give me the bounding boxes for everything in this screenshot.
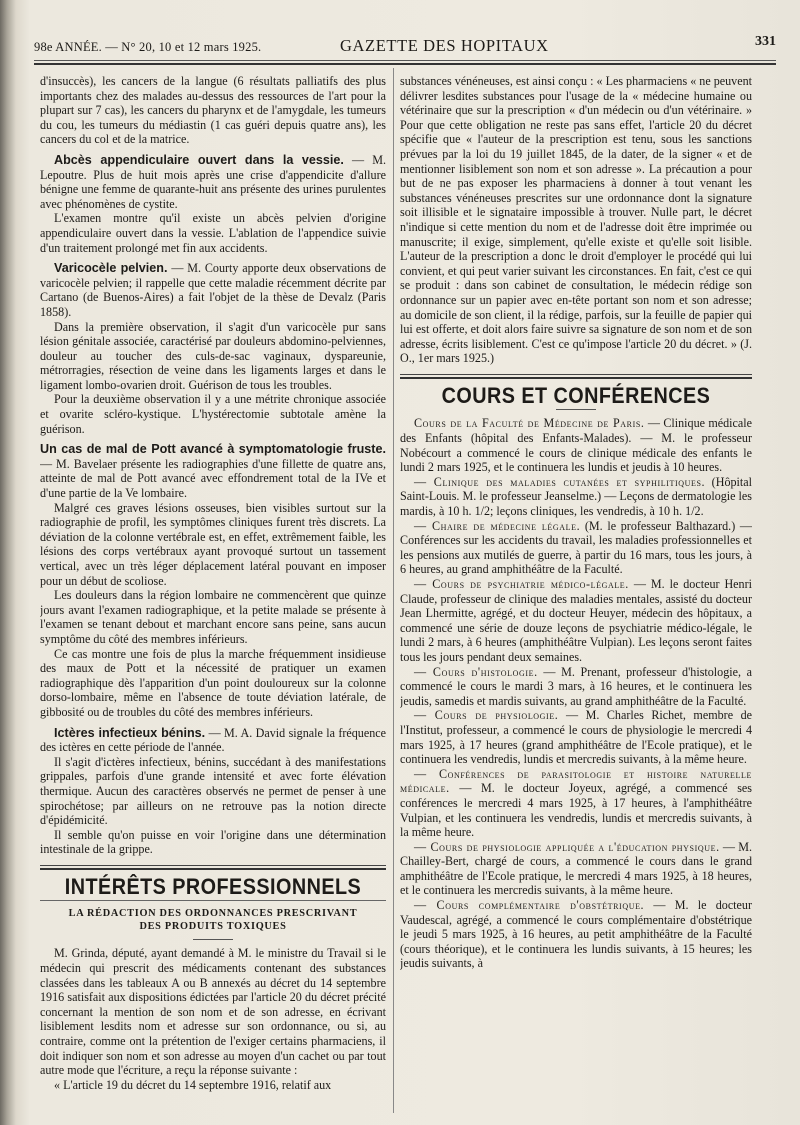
course-heading: — Conférences de parasitologie et histoire naturelle médicale. <box>400 766 752 796</box>
paragraph: — M. Lepoutre. Plus de huit mois après une crise d'appendicite d'allure bénigne une femme de quarante-huit ans présente des urines purulentes avec phénomènes de cystite. <box>40 152 386 211</box>
section-abces <box>40 153 386 255</box>
paragraph: Les douleurs dans la région lombaire ne commencèrent que quinze jours avant l'examen radiographique, et la petite malade se présente à l'examen se tenant debout et marchant encore sans peine, sans aucun symptôme du côté des membres inférieurs. <box>40 588 386 646</box>
section-rule <box>400 374 752 379</box>
paragraph: Ce cas montre une fois de plus la marche fréquemment insidieuse des maux de Pott et la nécessité de pratiquer un examen radiographique dès l'apparition d'un point douloureux sur la colonne dorso-lombaire, même en l'absence de toute déviation latérale, de gibbosité ou de troubles du côté des membres inférieurs. <box>40 646 386 719</box>
subheading-line: LA RÉDACTION DES ORDONNANCES PRESCRIVANT <box>68 908 358 920</box>
course-item <box>400 577 752 665</box>
course-item <box>400 898 752 971</box>
header-rule-thick <box>34 63 776 65</box>
paragraph: Dans la première observation, il s'agit d'un varicocèle pur sans lésion génitale associée, caractérisé par douleurs abdomino-pelviennes, douleur au toucher des culs-de-sac vaginaux, dyspareunie, métrorragies, résection de veine dans les ligaments larges et dans le ligament lombo-ovarien droit. Guérison de tous les troubles. <box>40 319 386 392</box>
paragraph: Malgré ces graves lésions osseuses, bien visibles surtout sur la radiographie de profil, les symptômes cliniques furent très discrets. La déviation de la colonne vertébrale est, en effet, extrêmement faible, les lésions des corps vertébraux ayant provoqué surtout un tassement vertical, avec un très léger déplacement latéral pouvant en imposer pour un début de scoliose. <box>40 500 386 588</box>
course-heading: — Clinique des maladies cutanées et syphilitiques. <box>414 474 706 489</box>
course-text: — M. le docteur Henri Claude, professeur de clinique des maladies mentales, assisté du docteur Jean Lhermitte, agrégé, et du docteur Heuyer, médecin des hôpitaux, a commencé une série de douze leçons de psychiatrie médico-légale, le lundi 2 mars, à 6 heures (amphithéâtre Vulpian). Les leçons seront faites tous les jours pendant deux semaines. <box>400 577 752 664</box>
continued-paragraph: substances vénéneuses, est ainsi conçu : « Les pharmaciens « ne peuvent délivrer lesdites substances pour l'usage de la « médecine humaine ou vétérinaire que sur la prescription « d'un médecin ou d'un vétérinaire. » Pour que cette obligation ne reste pas sans effet, l'article 20 du décret spécifie que « l'auteur de la prescription est tenu, sous les sanctions prévues par la loi du 19 juillet 1845, de la dater, de la signer « et de mentionner lisiblement son nom et son adresse ». La précaution a pour but de ne pas exposer les pharmaciens à donner à tout venant les substances vénéneuses prescrites sur une ordonnance dont la signature soit illisible et le signataire impossible à trouver. Nulle part, le décret n'indique si cette mention du nom et de l'adresse doit être imprimée ou manuscrite; il exige, simplement, qu'elle existe et qu'elle soit lisible. L'auteur de la prescription a donc le droit d'employer le procédé qui lui convient, et qui peut varier suivant les circonstances. En fait, c'est ce qui se produit : dans son cabinet de consultation, le médecin rédige son ordonnance sur un papier avec en-tête portant son nom et son adresse; au domicile de son client, il la rédige, parfois, sur la feuille de papier qui lui est offerte, et doit alors faire suivre sa signature de son nom et de son adresse, écrits lisiblement. C'est ce qu'impose l'article 20 du décret. » (J. O., 1er mars 1925.) <box>400 74 752 366</box>
section-icteres <box>40 726 386 857</box>
section-rule <box>40 865 386 870</box>
course-text: (M. le professeur Balthazard.) — Conférences sur les accidents du travail, les maladies professionnelles et les pensions aux mutilés de guerre, à partir du 16 mars, tous les jours, à 6 heures, au grand amphithéâtre de la Faculté. <box>400 518 752 577</box>
course-text: — M. Chailley-Bert, chargé de cours, a commencé le cours dans le grand amphithéâtre de l'Ecole pratique, le mercredi 4 mars 1925, à 18 heures, et le continuera les mercredis suivants, à la même heure. <box>400 839 752 898</box>
course-heading: Cours de la Faculté de Médecine de Paris. <box>414 416 645 431</box>
paragraph: — M. Courty apporte deux observations de varicocèle pelvien; il rappelle que cette maladie récemment décrite par Cartano (de Buenos-Aires) a fait l'objet de la thèse de Devalz (Paris 1858). <box>40 261 386 319</box>
cours-heading: COURS ET CONFÉRENCES <box>441 382 711 408</box>
journal-title: GAZETTE DES HOPITAUX <box>340 36 549 55</box>
paragraph: M. Grinda, député, ayant demandé à M. le ministre du Travail si le médecin qui prescrit des médicaments contenant des substances classées dans les tableaux A ou B annexés au décret du 14 septembre 1916 satisfait aux dispositions édictées par l'article 20 du décret précité concernant la mention de son nom et de son adresse, en écrivant lisiblement lesdits nom et adresse sur son ordonnance, ou si, au contraire, comme ont la prétention de l'exiger certains pharmaciens, il doit indiquer son nom et son adresse au moyen d'un cachet ou par tout autre mode que l'écriture, a reçu la réponse suivante : <box>40 946 386 1078</box>
course-text: (Hôpital Saint-Louis. M. le professeur Jeanselme.) — Leçons de dermatologie les mardis, à 10 h. 1/2; leçons cliniques, les vendredis, à 10 h. 1/2. <box>400 474 752 519</box>
short-rule <box>556 409 596 410</box>
heading-rule <box>40 900 386 901</box>
course-heading: — Cours complémentaire d'obstétrique. <box>414 898 645 913</box>
course-heading: — Cours de physiologie. <box>414 708 559 723</box>
section-title: Abcès appendiculaire ouvert dans la vessie. <box>54 152 344 167</box>
section-title: Varicocèle pelvien. <box>54 261 168 276</box>
course-heading: — Cours de psychiatrie médico-légale. <box>414 577 629 591</box>
paragraph: — M. A. David signale la fréquence des ictères en cette période de l'année. <box>40 725 386 755</box>
course-item <box>400 475 752 519</box>
paragraph: Pour la deuxième observation il y a une métrite chronique associée et ovarite scléro-kystique. L'hystérectomie subtotale amène la guérison. <box>40 392 386 436</box>
course-item <box>400 708 752 766</box>
page-number: 331 <box>755 34 776 49</box>
course-text: — M. Charles Richet, membre de l'Institut, professeur, a commencé le cours de physiologie le mercredi 4 mars 1925, à 17 heures (grand amphithéâtre de l'Ecole pratique), et le continuera les vendredis, lundis et mercredis suivants, à la même heure. <box>400 708 752 767</box>
paragraph: Il semble qu'on puisse en voir l'origine dans une détermination intestinale de la grippe. <box>40 827 386 857</box>
section-varicocele <box>40 261 386 436</box>
interets-heading: INTÉRÊTS PROFESSIONNELS <box>64 873 362 899</box>
issue-info: 98e ANNÉE. — N° 20, 10 et 12 mars 1925. <box>34 40 262 54</box>
header-rule <box>34 60 776 61</box>
course-item <box>400 416 752 474</box>
paragraph: L'examen montre qu'il existe un abcès pelvien d'origine appendiculaire ouvert dans la vessie. L'ablation de l'appendice suivie d'un traitement prolongé met fin aux accidents. <box>40 211 386 255</box>
course-text: — M. le docteur Joyeux, agrégé, a commencé ses conférences le mercredi 4 mars 1925, à 17 heures, à l'amphithéâtre Vulpian, et les continuera les vendredis, lundis et mercredis suivants, à la même heure. <box>400 781 752 840</box>
intro-paragraph: d'insuccès), les cancers de la langue (6 résultats palliatifs des plus importants chez des malades au-dessus des ressources de l'art pour la plupart sur 7 cas), les cancers du pharynx et de l'amygdale, les tumeurs du cou, les tumeurs du médiastin (1 cas guéri depuis quatre ans), les cancers du col et de la matrice. <box>40 74 386 147</box>
course-heading: — Cours d'histologie. <box>414 664 538 679</box>
course-item <box>400 840 752 898</box>
short-rule <box>193 939 233 940</box>
course-item <box>400 665 752 709</box>
subheading-line: DES PRODUITS TOXIQUES <box>139 921 287 933</box>
right-column <box>400 74 752 1117</box>
course-text: — M. le docteur Vaudescal, agrégé, a commencé le cours complémentaire d'obstétrique le jeudi 5 mars 1925, à 16 heures, au petit amphithéâtre de la Faculté (cours théorique), et le continuera les lundis suivants, à 15 heures; les jeudis suivants, à <box>400 898 752 971</box>
paragraph: — M. Bavelaer présente les radiographies d'une fillette de quatre ans, atteinte de mal de Pott avancé avec effondrement total de la IVe et d'une partie de la Ve lombaire. <box>40 456 386 501</box>
paragraph: « L'article 19 du décret du 14 septembre 1916, relatif aux <box>54 1077 332 1092</box>
section-mal-de-pott <box>40 442 386 719</box>
course-item <box>400 519 752 577</box>
column-divider <box>393 68 394 1113</box>
article-subheading <box>40 907 386 933</box>
page-header <box>34 30 776 60</box>
section-title: Ictères infectieux bénins. <box>54 725 206 740</box>
left-column <box>40 74 386 1117</box>
paragraph: Il s'agit d'ictères infectieux, bénins, succédant à des manifestations grippales, parfois d'une grande intensité et avec forte élévation thermique. Aucun des caractères observés ne permet de penser à une spirochétose; par ailleurs on ne retrouve pas la notion directe d'épidémicité. <box>40 754 386 828</box>
course-item <box>400 767 752 840</box>
course-text: — M. Prenant, professeur d'histologie, a commencé le cours le mardi 3 mars, à 16 heures, et le continuera les jeudis, samedis et mardis suivants, au grand amphithéâtre de la Faculté. <box>400 664 752 708</box>
course-heading: — Chaire de médecine légale. <box>414 518 581 533</box>
course-heading: — Cours de physiologie appliquée a l'éducation physique. <box>414 839 720 854</box>
section-title: Un cas de mal de Pott avancé à symptomatologie fruste. <box>40 442 386 457</box>
course-text: — Clinique médicale des Enfants (hôpital des Enfants-Malades). — M. le professeur Nobécourt a commencé le cours de clinique médicale des enfants le lundi 2 mars 1925, et le continuera les lundis et jeudis à 10 heures. <box>400 416 752 475</box>
